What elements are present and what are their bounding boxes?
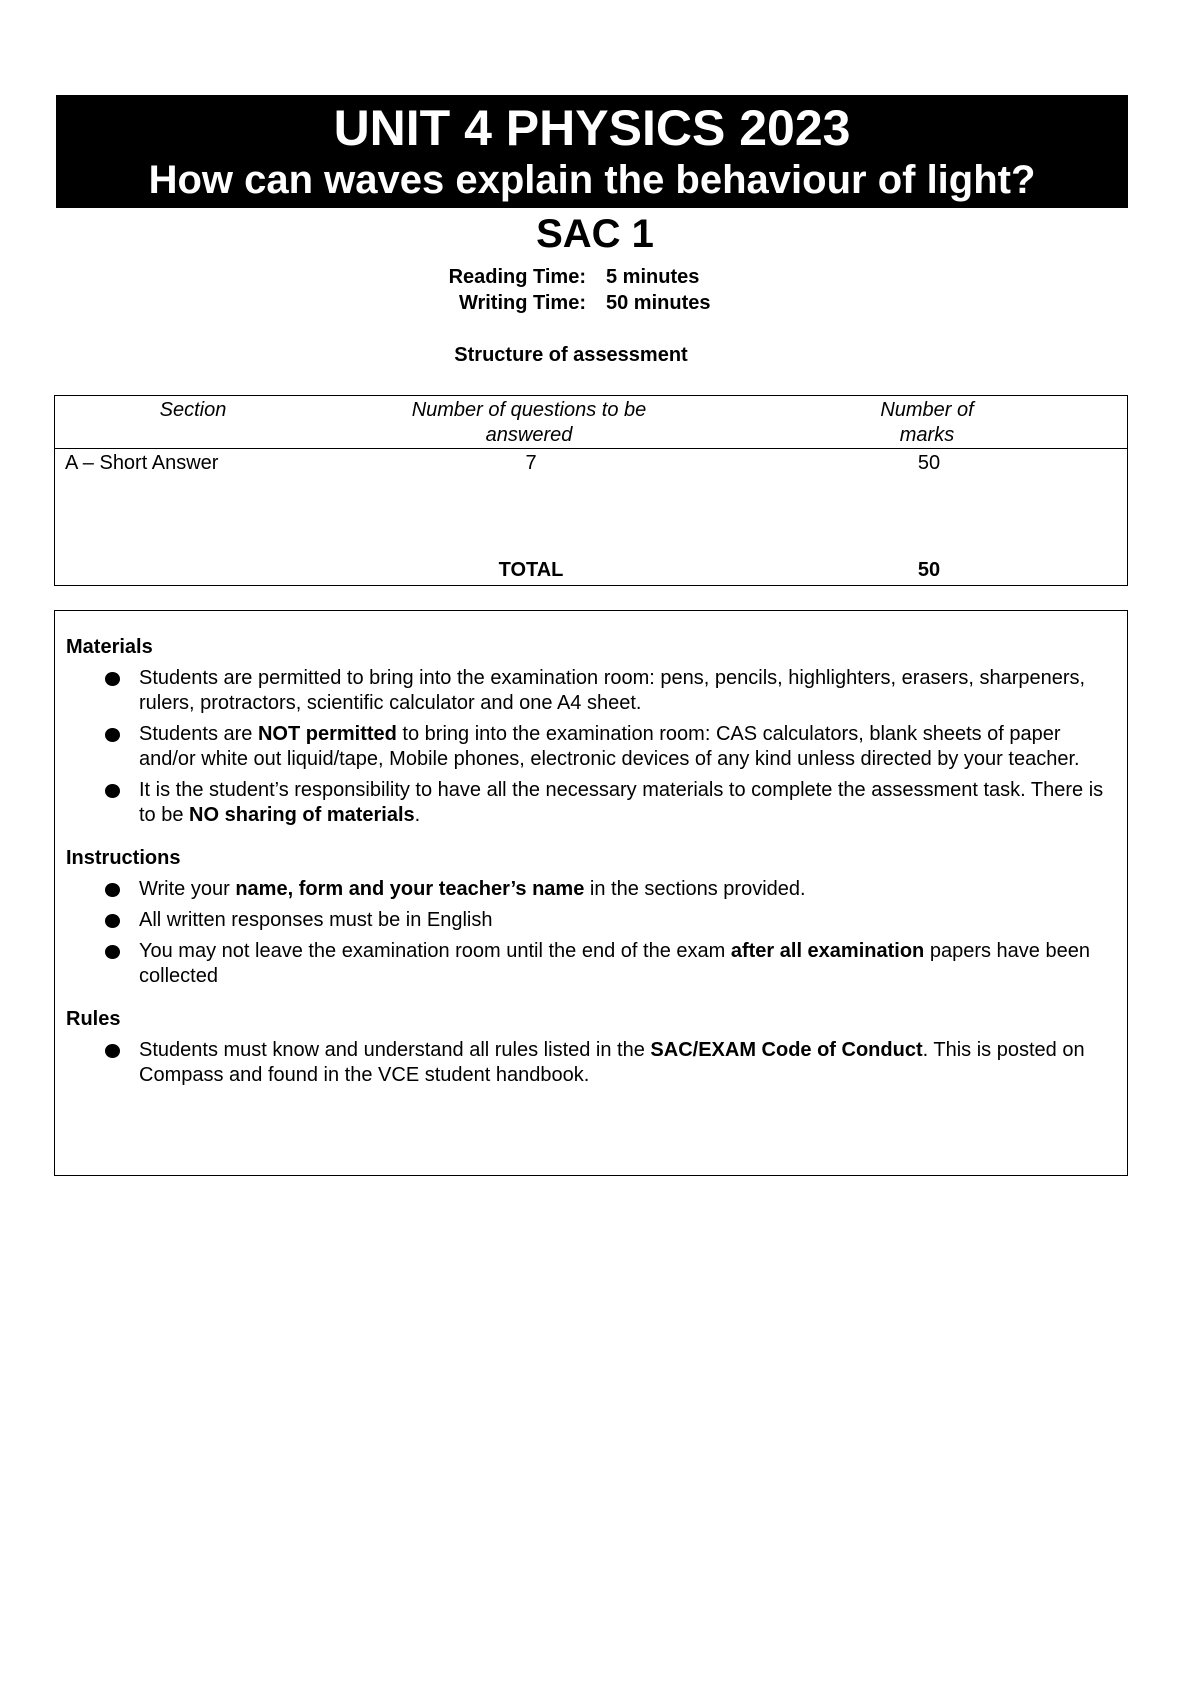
instructions-heading: Instructions — [66, 847, 181, 869]
page-title: UNIT 4 PHYSICS 2023 — [333, 100, 851, 156]
bullet-icon — [105, 784, 120, 798]
table-header-row — [55, 396, 1128, 449]
bullet-icon — [105, 728, 120, 742]
total-value: 50 — [917, 558, 941, 581]
title-banner — [56, 95, 1128, 208]
header-marks-text: Number of marks — [880, 399, 974, 446]
list-item: Write your name, form and your teacher’s name in the sections provided. — [55, 877, 1127, 902]
list-item: Students are permitted to bring into the examination room: pens, pencils, highlighters, erasers, sharpeners, rulers, protractors, scientific calculator and one A4 sheet. — [55, 666, 1127, 716]
assessment-table — [54, 395, 1128, 586]
materials-heading: Materials — [66, 636, 153, 658]
information-box — [54, 610, 1128, 1176]
header-marks — [727, 396, 1128, 449]
list-item: All written responses must be in English — [55, 908, 1127, 933]
list-item: Students must know and understand all rules listed in the SAC/EXAM Code of Conduct. This is posted on Compass and found in the VCE student handbook. — [55, 1038, 1127, 1088]
structure-heading: Structure of assessment — [454, 344, 688, 366]
table-row — [55, 449, 1128, 556]
writing-time-label: Writing Time: — [458, 292, 586, 314]
reading-time-row — [0, 266, 1200, 292]
bullet-icon — [105, 945, 120, 959]
list-item: You may not leave the examination room until the end of the exam after all examination papers have been collected — [55, 939, 1127, 989]
rules-list — [55, 1038, 1127, 1088]
materials-list — [55, 666, 1127, 828]
writing-time-value: 50 minutes — [606, 292, 711, 314]
bullet-icon — [105, 1044, 120, 1058]
bullet-icon — [105, 672, 120, 686]
header-questions — [331, 396, 727, 449]
total-label: TOTAL — [498, 558, 564, 581]
time-info — [0, 266, 1200, 318]
total-row — [55, 556, 1128, 586]
list-item: It is the student’s responsibility to have all the necessary materials to complete the assessment task. There is to be NO sharing of materials. — [55, 778, 1127, 828]
header-questions-text: Number of questions to be answered — [411, 399, 647, 446]
page-subtitle: How can waves explain the behaviour of light? — [148, 158, 1036, 202]
writing-time-row — [0, 292, 1200, 318]
header-section: Section — [55, 396, 332, 449]
rules-heading: Rules — [66, 1008, 121, 1030]
bullet-icon — [105, 883, 120, 897]
reading-time-value: 5 minutes — [606, 266, 700, 288]
row-section: A – Short Answer — [65, 452, 219, 474]
list-item: Students are NOT permitted to bring into the examination room: CAS calculators, blank sheets of paper and/or white out liquid/tape, Mobile phones, electronic devices of any kind unless directed by your teacher. — [55, 722, 1127, 772]
sac-heading: SAC 1 — [536, 212, 654, 256]
reading-time-label: Reading Time: — [448, 266, 586, 288]
row-marks: 50 — [917, 452, 941, 474]
row-questions: 7 — [525, 452, 537, 474]
bullet-icon — [105, 914, 120, 928]
instructions-list — [55, 877, 1127, 989]
